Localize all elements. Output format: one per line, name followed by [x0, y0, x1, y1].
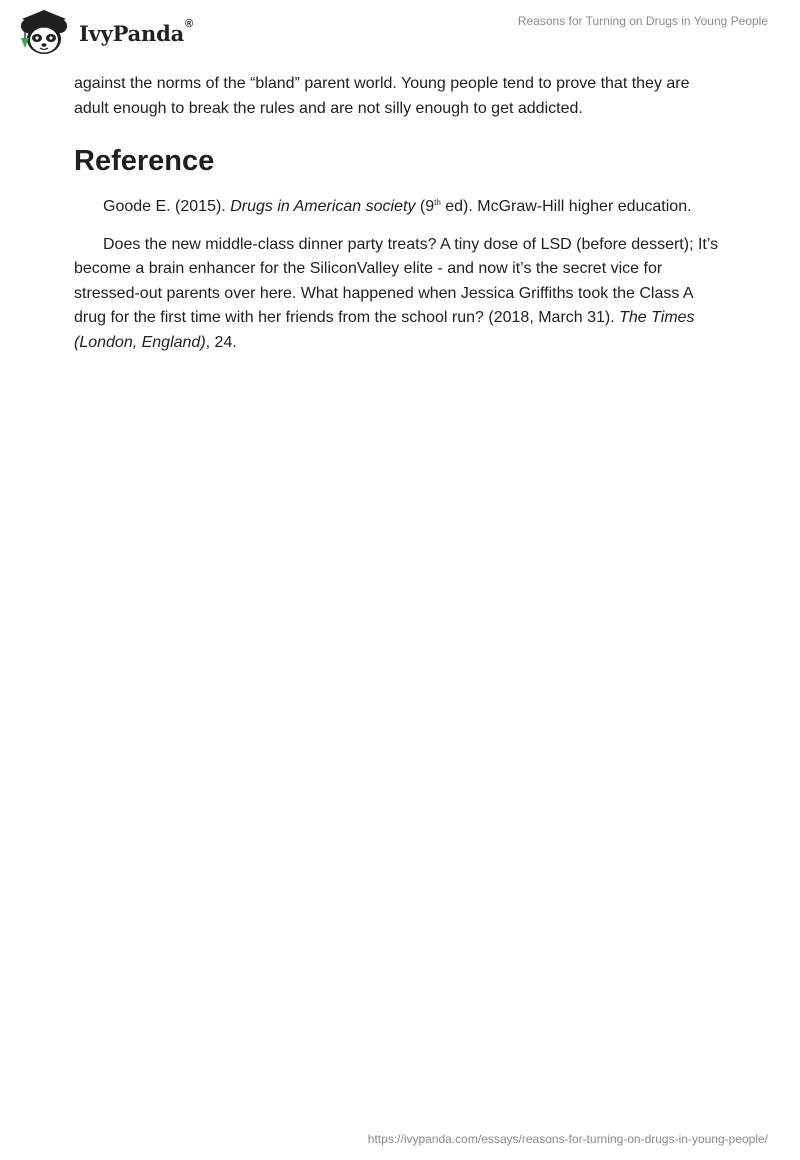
- reference-text: Goode E. (2015).: [103, 198, 231, 215]
- document-title: Reasons for Turning on Drugs in Young People: [517, 14, 768, 28]
- edition-superscript: th: [434, 198, 441, 207]
- page-header: [0, 0, 800, 64]
- brand-name: [79, 17, 193, 46]
- panda-graduate-icon: [16, 8, 72, 56]
- registered-mark: ®: [185, 17, 193, 30]
- continued-paragraph: against the norms of the “bland” parent world. Young people tend to prove that they are adult enough to break the rules and are not silly enough to get addicted.: [74, 75, 690, 117]
- reference-text: , 24.: [205, 333, 237, 351]
- reference-title: Drugs in American society: [230, 198, 416, 215]
- reference-text: Does the new middle-class dinner party treats? A tiny dose of LSD (before dessert); It’s become a brain enhancer for the SiliconValley elite - and now it’s the secret vice for stressed-out parents over here. What happened when Jessica Griffiths took the Class A drug for the first time with her friends from the school run? (2018, March 31).: [74, 235, 719, 326]
- page-url[interactable]: https://ivypanda.com/essays/reasons-for-turning-on-drugs-in-young-people/: [367, 1132, 768, 1146]
- ivypanda-logo[interactable]: [16, 8, 193, 56]
- reference-entry-times: [74, 233, 724, 356]
- brand-name-text: IvyPanda: [79, 20, 185, 46]
- reference-entry-goode: [74, 195, 724, 220]
- reference-heading: Reference: [74, 145, 215, 177]
- reference-text: (9: [415, 198, 435, 215]
- reference-text: ed). McGraw-Hill higher education.: [440, 198, 692, 215]
- document-body: [74, 72, 724, 368]
- reference-title: The Times (London, England): [74, 309, 695, 351]
